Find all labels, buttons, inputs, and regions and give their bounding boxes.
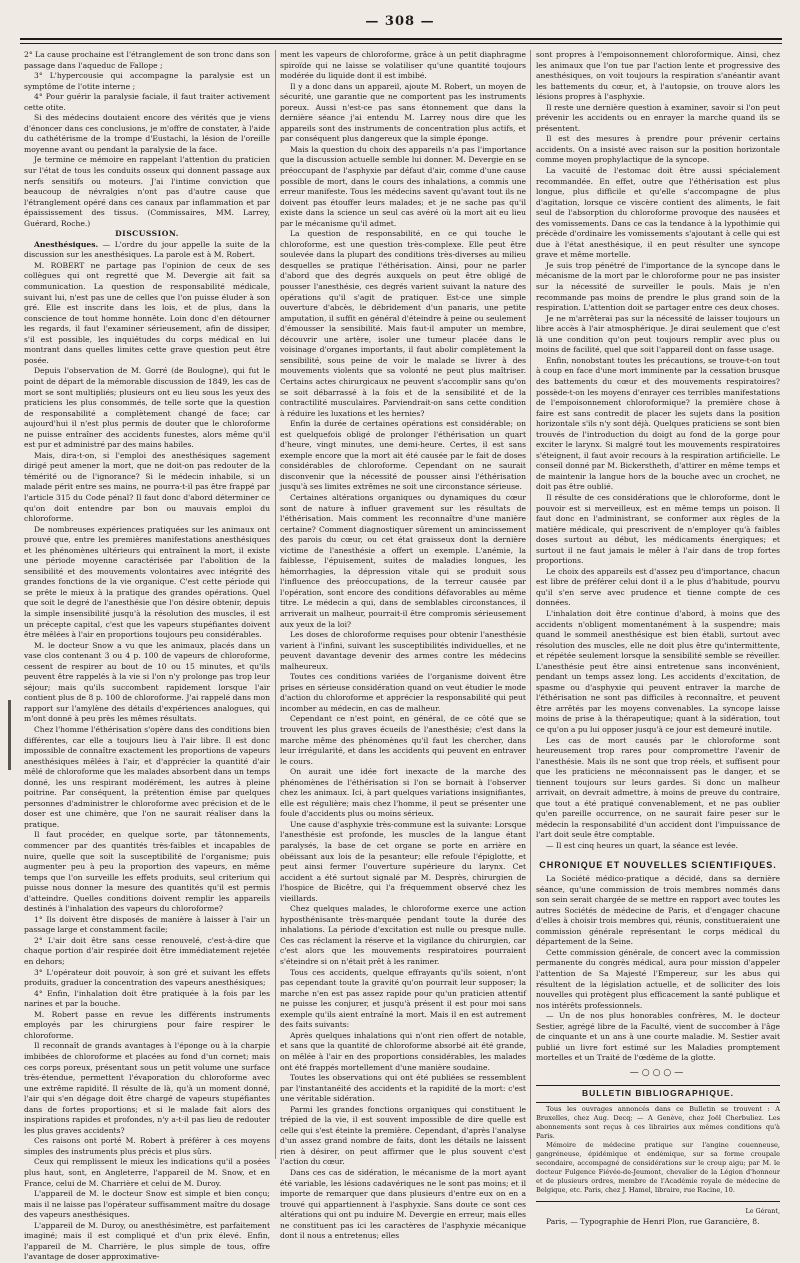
paragraph: Cependant ce n'est point, en général, de ce côté que se trouvent les plus graves écueils de l'anesthésie; c'est dans la marche même des phénomènes qu'il faut les chercher, dans leur irrégularité, et dans les accidents qui peuvent en entraver le cours. (280, 714, 526, 766)
header-rule (20, 38, 782, 40)
rule (536, 1201, 780, 1202)
paragraph: Il reconnaît de grands avantages à l'éponge ou à la charpie imbibées de chloroforme et placées au fond d'un cornet; mais ces corps poreux, présentant sous un petit volume une surface très-étendue, permettent l'évaporation du chloroforme avec une extrême rapidité. Il résulte de là, qu'à un moment donné, l'air qui s'en dégage doit être chargé de vapeurs stupéfiantes dans de fortes proportions; et si le malade fait alors des inspirations rapides et profondes, n'y a-t-il pas lieu de redouter les plus graves accidents? (24, 1041, 270, 1135)
paragraph-text: — L'ordre du jour appelle la suite de la discussion sur les anesthésiques. La parole est à M. Robert. (24, 239, 270, 260)
paragraph: Les doses de chloroforme requises pour obtenir l'anesthésie varient à l'infini, suivant les susceptibilités individuelles, et ne peuvent davantage devenir des armes contre les médecins malheureux. (280, 630, 526, 671)
column-divider-2 (530, 50, 531, 1159)
paragraph: Chez quelques malades, le chloroforme exerce une action hyposthénisante très-marquée pendant toute la durée des inhalations. La période d'excitation est nulle ou presque nulle. Ces cas réclament la réserve et la vigilance du chirurgien, car c'est alors que les mouvements respiratoires pourraient s'éteindre si on n'était prêt à les ranimer. (280, 904, 526, 967)
paragraph: Il est des mesures à prendre pour prévenir certains accidents. On a insisté avec raison sur la position horizontale comme moyen prophylactique de la syncope. (536, 134, 780, 165)
gerant-line: Le Gérant, (745, 1207, 780, 1216)
paragraph: Depuis l'observation de M. Gorré (de Boulogne), qui fut le point de départ de la mémorable discussion de 1849, les cas de mort se sont multipliés; plusieurs ont eu lieu sous les yeux des praticiens les plus consommés, de telle sorte que la question de responsabilité a complètement changé de face; car aujourd'hui il n'est plus permis de douter que le chloroforme ne puisse entraîner des accidents funestes, alors même qu'il est pur et administré par des mains habiles. (24, 366, 270, 450)
paragraph: La vacuité de l'estomac doit être aussi spécialement recommandée. En effet, outre que l'éthérisation est plus longue, plus difficile et qu'elle s'accompagne de plus d'agitation, lorsque ce viscère contient des aliments, le fait seul de l'absorption du chloroforme provoque des nausées et des vomissements. Dans ce cas la tendance à la lypothimie qui précède d'ordinaire les vomissements s'ajoutant à celle qui est due à l'état anesthésique, il en peut résulter une syncope grave et même mortelle. (536, 166, 780, 260)
paragraph: La Société médico-pratique a décidé, dans sa dernière séance, qu'une commission de trois membres nommés dans son sein serait chargée de se mettre en rapport avec toutes les autres Sociétés de médecine de Paris, et d'engager chacune d'elles à choisir trois membres qui, réunis, constitueraient une commission générale représentant le corps médical du département de la Seine. (536, 874, 780, 947)
paragraph: 1° Ils doivent être disposés de manière à laisser à l'air un passage large et constamment facile; (24, 914, 270, 935)
paragraph: Si des médecins doutaient encore des vérités que je viens d'énoncer dans ces conclusions, je m'offre de constater, à l'aide du cathétérisme de la trompe d'Eustachi, la lésion de l'oreille moyenne avant ou pendant la paralysie de la face. (24, 113, 270, 154)
paragraph: On aurait une idée fort inexacte de la marche des phénomènes de l'éthérisation si l'on se bornait à l'observer chez les animaux. Ici, à part quelques variations insignifiantes, elle est régulière; mais chez l'homme, il peut se présenter une foule d'accidents plus ou moins sérieux. (280, 767, 526, 819)
rule (536, 1085, 780, 1086)
paragraph: 4° Enfin, l'inhalation doit être pratiquée à la fois par les narines et par la bouche. (24, 988, 270, 1009)
header-rule-thin (20, 43, 782, 44)
paragraph: Mais la question du choix des appareils n'a pas l'importance que la discussion actuelle semble lui donner. M. Devergie en se préoccupant de l'asphyxie par défaut d'air, comme d'une cause possible de mort, dans le cours des inhalations, a commis une erreur manifeste. Tous les médecins savent qu'avant tout ils ne doivent pas étouffer leurs malades; et je ne sache pas qu'il existe dans la science un seul cas avéré où la mort ait eu lieu par le mécanisme qu'il admet. (280, 144, 526, 228)
paragraph: sont propres à l'empoisonnement chloroformique. Ainsi, chez les animaux que l'on tue par l'action lente et progressive des anesthésiques, on voit toujours la respiration s'anéantir avant les battements du cœur, et, à l'autopsie, on trouve alors les lésions propres à l'asphyxie. (536, 50, 780, 102)
discussion-heading: DISCUSSION. (115, 229, 179, 239)
paragraph: ment les vapeurs de chloroforme, grâce à un petit diaphragme spiroïde qui ne laisse se volatiliser qu'une quantité toujours modérée du liquide dont il est imbibé. (280, 50, 526, 81)
page-number: — 308 — (365, 14, 435, 29)
paragraph: Dans ces cas de sidération, le mécanisme de la mort ayant été variable, les lésions cadavériques ne le sont pas moins; et il importe de remarquer que dans plusieurs d'entre eux on en a trouvé qui appartiennent à l'asphyxie. Sans doute ce sont ces altérations qui ont pu induire M. Devergie en erreur, mais elles ne constituent pas ici les caractères de l'asphyxie mécanique dont il nous a entretenus; elles (280, 1167, 526, 1241)
paragraph: Toutes ces conditions variées de l'organisme doivent être prises en sérieuse considération quand on veut étudier le mode d'action du chloroforme et apprécier la responsabilité qui peut incomber au médecin, en cas de malheur. (280, 672, 526, 713)
paragraph: Ces raisons ont porté M. Robert à préférer à ces moyens simples des instruments plus précis et plus sûrs. (24, 1136, 270, 1156)
paragraph: Chez l'homme l'éthérisation s'opère dans des conditions bien différentes, car elle a toujours lieu à l'air libre. Il est donc impossible de connaître exactement les proportions de vapeurs anesthésiques mêlées à l'air, et d'apprécier la quantité d'air mêlé de chloroforme que les malades absorbent dans un temps donné, les uns respirant modérément, les autres à pleine poitrine. Par conséquent, la prétention émise par quelques personnes d'administrer le chloroforme avec précision et de le doser est une chimère, que l'on ne saurait réaliser dans la pratique. (24, 725, 270, 829)
paragraph: L'appareil de M. le docteur Snow est simple et bien conçu; mais il ne laisse pas l'opérateur suffisamment maître du dosage des vapeurs anesthésiques. (24, 1189, 270, 1220)
paragraph (24, 240, 270, 261)
paragraph: 2° L'air doit être sans cesse renouvelé, c'est-à-dire que chaque portion d'air respirée doit être immédiatement rejetée en dehors; (24, 935, 270, 967)
paragraph: Parmi les grandes fonctions organiques qui constituent le trépied de la vie, il est souvent impossible de dire quelle est celle qui s'est éteinte la première. Cependant, d'après l'analyse d'un assez grand nombre de faits, dont les détails ne laissent rien à désirer, on peut affirmer que le plus souvent c'est l'action du cœur. (280, 1104, 526, 1167)
paragraph: M. Robert passe en revue les différents instruments employés par les chirurgiens pour faire respirer le chloroforme. (24, 1009, 270, 1040)
paragraph: 2° La cause prochaine est l'étranglement de son tronc dans son passage dans l'aqueduc de Fallope ; (24, 50, 270, 70)
column-divider-1 (275, 50, 276, 1159)
column-1 (24, 50, 270, 1262)
paragraph: Il résulte de ces considérations que le chloroforme, dont le pouvoir est si merveilleux, est en même temps un poison. Il faut donc en l'administrant, se conformer aux règles de la matière médicale, qui prescrivent de n'employer qu'à faibles doses surtout au début, les médicaments énergiques; et surtout il ne faut jamais le mêler à l'air dans de trop fortes proportions. (536, 492, 780, 566)
bulletin-heading: BULLETIN BIBLIOGRAPHIQUE. (581, 1087, 735, 1098)
paragraph: Tous ces accidents, quelque effrayants qu'ils soient, n'ont pas cependant toute la gravité qu'on pourrait leur supposer; la marche n'en est pas assez rapide pour qu'un praticien attentif ne puisse les conjurer, et jusqu'à présent il est pour moi sans exemple qu'ils aient entraîné la mort. Mais il en est autrement des faits suivants: (280, 967, 526, 1030)
paragraph: Cette commission générale, de concert avec la commission permanente du congrès médical, aura pour mission d'appeler l'attention de Sa Majesté l'Empereur, sur les abus qui résultent de la législation actuelle, et de solliciter des lois nouvelles qui protègent plus efficacement la santé publique et nos intérêts professionnels. (536, 947, 780, 1010)
paragraph: Après quelques inhalations qui n'ont rien offert de notable, et sans que la quantité de chloroforme absorbé ait été grande, on mêlée à l'air en des proportions considérables, les malades ont été frappés mortellement d'une manière soudaine. (280, 1030, 526, 1072)
ornament-divider: —○○○— (629, 1067, 687, 1078)
paragraph: Il y a donc dans un appareil, ajoute M. Robert, un moyen de sécurité, une garantie que ne comportent pas les instruments poreux. Aussi n'est-ce pas sans étonnement que dans la dernière séance j'ai entendu M. Larrey nous dire que les appareils sont des instruments de concentration plus actifs, et par conséquent plus dangereux que la simple éponge. (280, 81, 526, 144)
paragraph: M. le docteur Snow a vu que les animaux, placés dans un vase clos contenant 3 ou 4 p. 100 de vapeurs de chloroforme, cessent de respirer au bout de 10 ou 15 minutes, et qu'ils peuvent être rappelés à la vie si l'on n'y prolonge pas trop leur séjour; mais qu'ils succombent rapidement lorsque l'air contient plus de 8 p. 100 de chloroforme. J'ai rappelé dans mon rapport sur l'amylène des détails d'expériences analogues, qui m'ont donné à peu près les mêmes résultats. (24, 640, 270, 724)
bulletin-note: Tous les ouvrages annoncés dans ce Bulletin se trouvent : A Bruxelles, chez Aug. Decq; — A Genève, chez Joël Cherbuliez. Les abonnements sont reçus à ces librairies aux mêmes conditions qu'à Paris. (536, 1105, 780, 1141)
paragraph: Ceux qui remplissent le mieux les indications qu'il a posées plus haut, sont, en Angleterre, l'appareil de M. Snow, et en France, celui de M. Charrière et celui de M. Duroy. (24, 1157, 270, 1188)
paragraph: 4° Pour guérir la paralysie faciale, il faut traiter activement cette otite. (24, 92, 270, 112)
paragraph: Le choix des appareils est d'assez peu d'importance, chacun est libre de préférer celui dont il a le plus d'habitude, pourvu qu'il s'en serve avec prudence et tienne compte de ces données. (536, 566, 780, 608)
paragraph: 3° L'hypercousie qui accompagne la paralysie est un symptôme de l'otite interne ; (24, 71, 270, 91)
paragraph: Il reste une dernière question à examiner, savoir si l'on peut prévenir les accidents ou en enrayer la marche quand ils se présentent. (536, 102, 780, 133)
paragraph: Je ne m'arrêterai pas sur la nécessité de laisser toujours un libre accès à l'air atmosphérique. Je dirai seulement que c'est là une condition qu'on peut toujours remplir avec plus ou moins de facilité, quel que soit l'appareil dont on fasse usage. (536, 313, 780, 355)
paragraph: Les cas de mort causés par le chloroforme sont heureusement trop rares pour compromettre l'avenir de l'anesthésie. Mais ils ne sont que trop réels, et suffisent pour que les praticiens ne méconnaissent pas le danger, et se tiennent toujours sur leurs gardes. Si donc un malheur arrivait, on devrait admettre, à moins de preuve du contraire, que tout a été pratiqué convenablement, et ne pas oublier qu'en pareille occurrence, on ne saurait faire peser sur le médecin la responsabilité d'un accident dont l'impuissance de l'art doit seule être comptable. (536, 735, 780, 840)
paragraph: Certaines altérations organiques ou dynamiques du cœur sont de nature à influer gravement sur les résultats de l'éthérisation. Mais comment les reconnaître d'une manière certaine? Comment diagnostiquer sûrement un amincissement des parois du cœur, ou cet état graisseux dont la dernière victime de l'anesthésie a offert un exemple. L'anémie, la faiblesse, l'épuisement, suites de maladies longues, les hémorrhagies, la dépression vitale qui se produit sous l'influence des préoccupations, de la terreur causée par l'opération, sont encore des conditions défavorables au même titre. Le médecin a qui, dans de semblables circonstances, il arriverait un malheur, pourrait-il être compromis sérieusement aux yeux de la loi? (280, 492, 526, 629)
column-2 (280, 50, 526, 1241)
binding-mark (8, 700, 11, 770)
imprint-line: Paris, — Typographie de Henri Plon, rue Garancière, 8. (546, 1216, 760, 1226)
paragraph: L'appareil de M. Duroy, ou anesthésimètre, est parfaitement imaginé; mais il est compliqué et d'un prix élevé. Enfin, l'appareil de M. Charrière, le plus simple de tous, offre l'avantage de doser approximative- (24, 1220, 270, 1262)
paragraph: De nombreuses expériences pratiquées sur les animaux ont prouvé que, entre les premières manifestations anesthésiques et les phénomènes ultérieurs qui entraînent la mort, il existe une période moyenne caractérisée par l'abolition de la sensibilité et des mouvements volontaires avec intégrité des grandes fonctions de la vie organique. C'est cette période qui se prête le mieux à la pratique des grandes opérations. Quel que soit le degré de l'anesthésie que l'on désire obtenir, depuis la simple insensibilité jusqu'à la résolution des muscles, il est un précepte capital, c'est que les vapeurs stupéfiantes doivent être mêlées à l'air en proportions toujours peu considérables. (24, 524, 270, 640)
bulletin-entry: Mémoire de médecine pratique sur l'angine couenneuse, gangréneuse, épidémique et endémique, sur sa forme croupale secondaire, accompagné de considérations sur le croup aigu; par M. le docteur Fulgence Fiévée-de-Jeumont, chevalier de la Légion d'honneur et de plusieurs ordres, membre de l'Académie royale de médecine de Belgique, etc. Paris, chez J. Hamel, libraire, rue Racine, 10. (536, 1141, 780, 1195)
paragraph: Je suis trop pénétré de l'importance de la syncope dans le mécanisme de la mort par le chloroforme pour ne pas insister sur la nécessité de surveiller le pouls. Mais je n'en recommande pas moins de prendre le plus grand soin de la respiration. L'attention doit se partager entre ces deux choses. (536, 260, 780, 313)
paragraph: — Un de nos plus honorables confrères, M. le docteur Sestier, agrégé libre de la Faculté, vient de succomber à l'âge de cinquante et un ans à une courte maladie. M. Sestier avait publié un livre fort estimé sur les Maladies promptement mortelles et un Traité de l'œdème de la glotte. (536, 1011, 780, 1063)
chronique-heading: CHRONIQUE ET NOUVELLES SCIENTIFIQUES. (539, 859, 777, 870)
column-3 (536, 50, 780, 1226)
paragraph: Toutes les observations qui ont été publiées se ressemblent par l'instantanéité des accidents et la rapidité de la mort: c'est une véritable sidération. (280, 1073, 526, 1104)
paragraph: Je termine ce mémoire en rappelant l'attention du praticien sur l'état de tous les conduits osseux qui donnent passage aux nerfs sensitifs ou moteurs. J'ai l'intime conviction que beaucoup de névralgies n'ont pas d'autre cause que l'étranglement opéré dans ces canaux par inflammation et par épaississement des tissus. (Commissaires, MM. Larrey, Guérard, Roche.) (24, 155, 270, 228)
paragraph: Il faut procéder, en quelque sorte, par tâtonnements, commencer par des quantités très-faibles et incapables de nuire, quelle que soit la susceptibilité de l'organisme; puis augmenter peu à peu la proportion des vapeurs, en même temps que l'on surveille les effets produits, seul criterium qui puisse nous donner la mesure des quantités qu'il est permis d'atteindre. Quelles conditions doivent remplir les appareils destinés à l'inhalation des vapeurs du chloroforme? (24, 830, 270, 914)
paragraph: La question de responsabilité, en ce qui touche le chloroforme, est une question très-complexe. Elle peut être soulevée dans la plupart des conditions très-diverses au milieu desquelles se pratique l'éthérisation. Ainsi, pour ne parler d'abord que des degrés auxquels on peut être obligé de pousser l'anesthésie, ces degrés varient suivant la nature des opérations qu'il s'agit de pratiquer. Est-ce une simple ouverture d'abcès, le débridement d'un panaris, une petite amputation, il suffit en général d'éteindre à peine ou seulement d'émousser la sensibilité. Mais faut-il amputer un membre, découvrir une artère, isoler une tumeur placée dans le voisinage d'organes importants, il faut abolir complètement la sensibilité, sous peine de voir le malade se livrer à des mouvements violents que sa volonté ne peut plus maîtriser. Certains actes chirurgicaux ne peuvent s'accomplir sans qu'on se soit débarrassé à la fois et de la sensibilité et de la contractilité musculaires. Parviendrait-on sans cette condition à réduire les luxations et les hernies? (280, 229, 526, 418)
paragraph: Mais, dira-t-on, si l'emploi des anesthésiques sagement dirigé peut amener la mort, que ne doit-on pas redouter de la témérité ou de l'ignorance? Si le médecin inhabile, si un malade périt entre ses mains, ne pourra-t-il pas être frappé par l'article 315 du Code pénal? Il faut donc d'abord déterminer ce qu'on doit entendre par bon ou mauvais emploi du chloroforme. (24, 450, 270, 524)
paragraph: 3° L'opérateur doit pouvoir, à son gré et suivant les effets produits, graduer la concentration des vapeurs anesthésiques; (24, 967, 270, 988)
paragraph: Une cause d'asphyxie très-commune est la suivante: Lorsque l'anesthésie est profonde, les muscles de la langue étant paralysés, la base de cet organe se porte en arrière en obéissant aux lois de la pesanteur; elle refoule l'épiglotte, et peut ainsi fermer l'ouverture supérieure du larynx. Cet accident a été surtout signalé par M. Desprès, chirurgien de l'hospice de Bicêtre, qui l'a fréquemment observé chez les vieillards. (280, 819, 526, 903)
paragraph: Enfin, nonobstant toutes les précautions, se trouve-t-on tout à coup en face d'une mort imminente par la cessation brusque des battements du cœur et des mouvements respiratoires? possède-t-on les moyens d'enrayer ces terribles manifestations de l'empoisonnement chloroformique? la première chose à faire est sans contredit de placer les sujets dans la position horizontale s'ils n'y sont déjà. Quelques praticiens se sont bien trouvés de l'introduction du doigt au fond de la gorge pour exciter le larynx. Si malgré tout les mouvements respiratoires s'éteignent, il faut avoir recours à la respiration artificielle. Le conseil donné par M. Bickerstheth, d'attirer en même temps et de maintenir la langue hors de la bouche avec un crochet, ne doit pas être oublié. (536, 355, 780, 492)
paragraph: L'inhalation doit être continue d'abord, à moins que des accidents n'obligent momentanément à la suspendre; mais quand le sommeil anesthésique est bien établi, surtout avec résolution des muscles, elle ne doit plus être qu'intermittente, et répétée seulement lorsque la sensibilité semble se réveiller. L'anesthésie peut être ainsi entretenue sans inconvénient, pendant un temps assez long. Les accidents d'excitation, de spasme ou d'asphyxie qui peuvent entraver la marche de l'éthérisation ne sont pas difficiles à reconnaître, et peuvent être arrêtés par les moyens convenables. La syncope laisse moins de prise à la thérapeutique; quant à la sidération, tout ce qu'on a pu lui opposer jusqu'à ce jour est demeuré inutile. (536, 608, 780, 734)
paragraph: M. ROBERT ne partage pas l'opinion de ceux de ses collègues qui ont regretté que M. Devergie ait fait sa communication. La question de responsabilité médicale, suivant lui, n'est pas une de celles que l'on puisse éluder à son gré. Elle est inscrite dans les lois, et de plus, dans la conscience de tout homme honnête. Loin donc d'en détourner les regards, il faut l'examiner sérieusement, afin de dissiper, s'il est possible, les inquiétudes du corps médical en lui montrant dans quelles limites cette grave question peut être posée. (24, 260, 270, 365)
paragraph: Enfin la durée de certaines opérations est considérable; on est quelquefois obligé de prolonger l'éthérisation un quart d'heure, vingt minutes, une demi-heure. Certes, il est sans exemple encore que la mort ait été causée par le fait de doses considérables de chloroforme. Cependant on ne saurait disconvenir que la nécessité de pousser ainsi l'éthérisation jusqu'à ses limites extrêmes ne soit une circonstance sérieuse. (280, 419, 526, 492)
topic-lead: Anesthésiques. (34, 239, 99, 249)
paragraph: — Il est cinq heures un quart, la séance est levée. (546, 841, 739, 851)
rule (536, 1102, 780, 1103)
